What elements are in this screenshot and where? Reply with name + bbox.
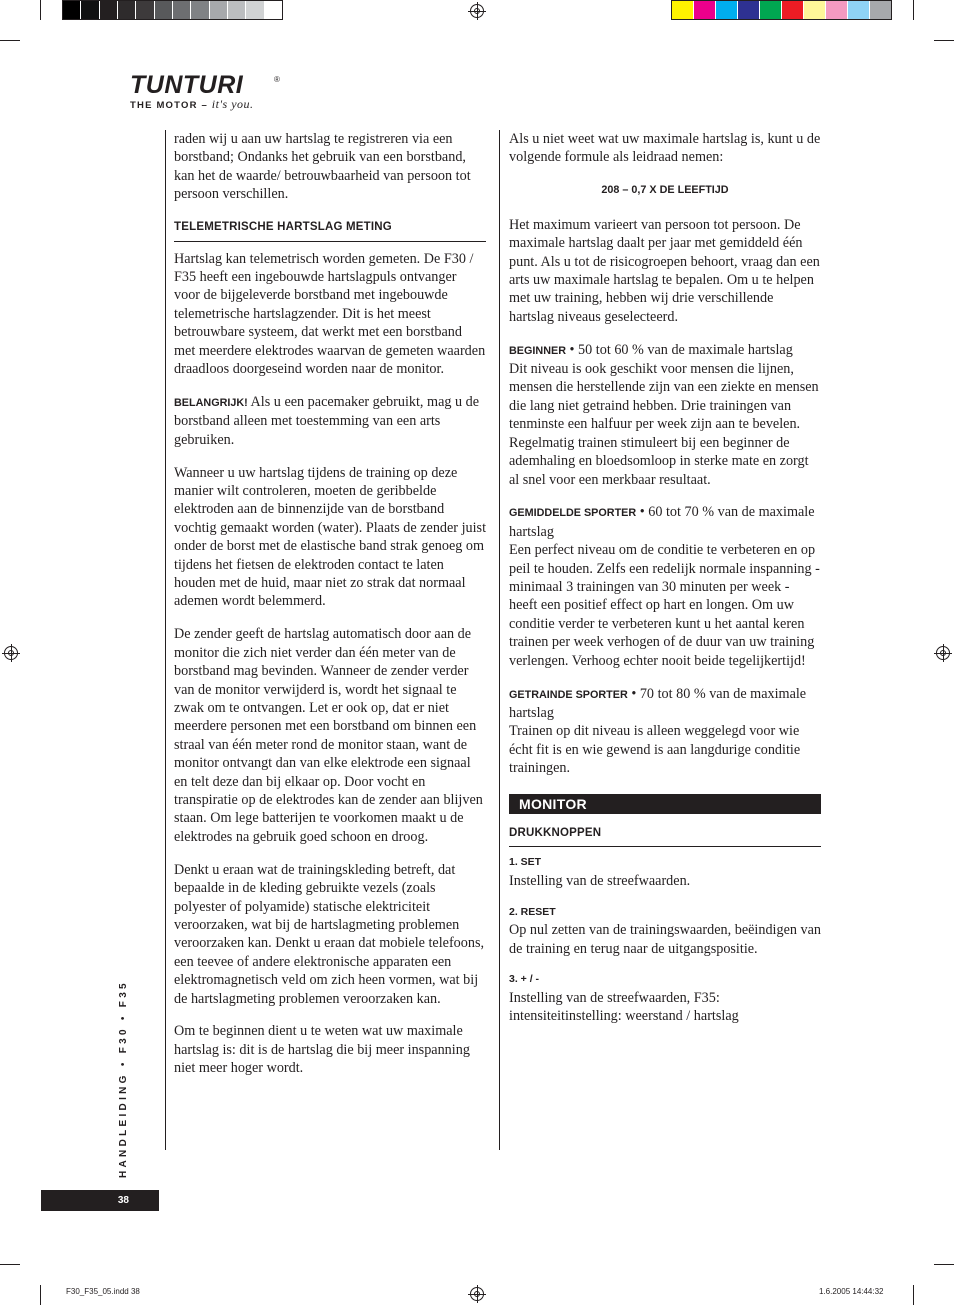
registration-mark-right bbox=[936, 646, 950, 660]
column-right bbox=[509, 130, 821, 1040]
gray-swatch bbox=[63, 1, 80, 19]
column-left bbox=[174, 130, 486, 1092]
text-average: Een perfect niveau om de conditie te verbeteren en op peil te houden. Zelfs een redelijk normale inspanning - minimaal 3 trainingen van 30 minuten per week - heeft een positief effect op hart en longen. Om uw conditie verder te verbeteren kunt u het aantal keren trainen per week verhogen of de duur van uw training verlengen. Verhoog echter nooit beide tegelijkertijd! bbox=[509, 542, 820, 669]
registration-mark-left bbox=[4, 646, 18, 660]
gray-swatch bbox=[227, 1, 245, 19]
paragraph-borstband-intro: raden wij u aan uw hartslag te registreren via een borstband; Ondanks het gebruik van een borstband, kan het de waarde/ betrouwbaarheid van persoon tot persoon verschillen. bbox=[174, 131, 471, 203]
section-trained bbox=[509, 685, 821, 778]
label-set: 1. SET bbox=[509, 856, 542, 869]
logo-brand: TUNTURI bbox=[130, 71, 244, 99]
logo-tag-slogan: it's you. bbox=[211, 97, 254, 111]
gray-swatch bbox=[172, 1, 190, 19]
side-manual-label: HANDLEIDING • F30 • F35 bbox=[118, 980, 129, 1178]
color-swatch bbox=[825, 1, 847, 19]
heading-telemetric: TELEMETRISCHE HARTSLAG METING bbox=[174, 218, 486, 241]
formula: 208 – 0,7 X DE LEEFTIJD bbox=[601, 184, 729, 197]
text-reset: Op nul zetten van de trainingswaarden, beëindigen van de training en terug naar de uitgangspositie. bbox=[509, 922, 822, 957]
color-swatch bbox=[847, 1, 869, 19]
label-average: GEMIDDELDE SPORTER bbox=[509, 507, 637, 520]
range-trained: • 70 tot 80 % van de maximale hartslag bbox=[509, 685, 807, 721]
gray-swatch bbox=[190, 1, 208, 19]
text-set: Instelling van de streefwaarden. bbox=[509, 872, 691, 889]
heading-drukknoppen: DRUKKNOPPEN bbox=[509, 824, 821, 847]
range-beginner: • 50 tot 60 % van de maximale hartslag bbox=[566, 341, 793, 358]
section-average bbox=[509, 503, 821, 670]
paragraph-max-heartrate: Om te beginnen dient u te weten wat uw maximale hartslag is: dit is de hartslag die bij meer inspanning niet meer hoger wordt. bbox=[174, 1023, 470, 1077]
section-beginner bbox=[509, 341, 821, 489]
label-reset: 2. RESET bbox=[509, 905, 556, 918]
gray-swatch bbox=[245, 1, 263, 19]
label-trained: GETRAINDE SPORTER bbox=[509, 688, 628, 701]
paragraph-formula-intro: Als u niet weet wat uw maximale hartslag is, kunt u de volgende formule als leidraad nemen: bbox=[509, 131, 821, 166]
logo-tag-motor: THE MOTOR bbox=[130, 100, 198, 111]
color-swatch bbox=[672, 1, 693, 19]
date-time: 1.6.2005 14:44:32 bbox=[819, 1287, 884, 1296]
gray-swatch bbox=[135, 1, 153, 19]
logo-tag-dash: – bbox=[197, 100, 212, 111]
column-divider-middle bbox=[499, 130, 500, 1150]
color-bar bbox=[671, 0, 892, 20]
color-swatch bbox=[803, 1, 825, 19]
logo-registered: ® bbox=[274, 75, 280, 84]
heading-monitor: MONITOR bbox=[509, 794, 821, 814]
gray-swatch bbox=[209, 1, 227, 19]
paragraph-clothing: Denkt u eraan wat de trainingskleding betreft, dat bepaalde in de kleding gebruikte vezels (zoals polyester of polyamide) statische elektriciteit veroorzaken, wat bij de hartslagmeting problemen veroorzaken kan. Denkt u eraan dat mobiele telefoons, een teevee of andere elektronische apparaten een elektromagnetisch veld om zich heen vormen, wat bij de hartslagmeting problemen veroorzaken kan. bbox=[174, 861, 485, 1007]
label-beginner: BEGINNER bbox=[509, 344, 566, 357]
section-reset bbox=[509, 903, 821, 958]
text-plusminus: Instelling van de streefwaarden, F35: intensiteitinstelling: weerstand / hartslag bbox=[509, 989, 739, 1025]
registration-mark-top bbox=[470, 4, 484, 18]
paragraph-maximum: Het maximum varieert van persoon tot persoon. De maximale hartslag daalt per jaar met gemiddeld één punt. Als u tot de risicogroepen behoort, vraag dan een arts uw maximale hartslag te bepalen. Om u te helpen met uw training, hebben wij drie verschillende hartslag niveaus geselecteerd. bbox=[509, 216, 820, 325]
gray-swatch bbox=[154, 1, 172, 19]
paragraph-pacemaker bbox=[174, 393, 486, 449]
registration-mark-bottom bbox=[470, 1287, 484, 1301]
tunturi-logo bbox=[130, 71, 280, 112]
color-swatch bbox=[781, 1, 803, 19]
color-swatch bbox=[869, 1, 891, 19]
column-divider-left bbox=[165, 130, 166, 1150]
paragraph-electrodes: Wanneer u uw hartslag tijdens de training op deze manier wilt controleren, moeten de geribbelde elektroden aan de binnenzijde van de borstband vochtig gemaakt worden (water). Plaats de zender juist onder de borst met de elastische band strak genoeg om tijdens het fietsen de elektroden contact te laten houden met de huid, maar niet zo strak dat normaal ademen wordt belemmerd. bbox=[174, 464, 487, 610]
text-trained: Trainen op dit niveau is alleen weggelegd voor wie écht fit is en wie gewend is aan langdurige conditie trainingen. bbox=[509, 723, 801, 777]
label-plusminus: 3. + / - bbox=[509, 973, 540, 986]
logo-tagline bbox=[130, 97, 254, 112]
text-beginner: Dit niveau is ook geschikt voor mensen die lijnen, mensen die herstellende zijn van een ziekte en mensen die lang niet getraind hebben. Drie trainingen van tenminste een halfuur per week zijn aan te bevelen. Regelmatig trainen stimuleert bij een beginner de ademhaling en bloedsomloop in sterke mate en zorgt al snel voor een merkbaar resultaat. bbox=[509, 361, 819, 488]
gray-swatch bbox=[80, 1, 98, 19]
text-pacemaker: Als u een pacemaker gebruikt, mag u de borstband alleen met toestemming van een arts gebruiken. bbox=[174, 393, 480, 448]
page-number: 38 bbox=[41, 1190, 159, 1211]
range-average: • 60 tot 70 % van de maximale hartslag bbox=[509, 504, 815, 540]
file-name: F30_F35_05.indd 38 bbox=[66, 1287, 140, 1296]
gray-swatch bbox=[99, 1, 117, 19]
gray-swatch bbox=[117, 1, 135, 19]
label-belangrijk: BELANGRIJK! bbox=[174, 396, 248, 409]
paragraph-transmitter: De zender geeft de hartslag automatisch door aan de monitor die zich niet verder dan één meter van de borstband mag bevinden. Wanneer de zender verder van de monitor verwijderd is, wordt het signaal te zwak om te ontvangen. Let er ook op, dat er niet meerdere personen met een borstband om binnen een straal van één meter rond de monitor staan, want de monitor ontvangt dan van elke elektrode een signaal en telt deze dan bij elkaar op. Door vocht en transpiratie op de elektrodes kan de zender aan blijven staan. Om lege batterijen te voorkomen maakt u de elektrodes na gebruik goed schoon en droog. bbox=[174, 626, 483, 845]
color-swatch bbox=[715, 1, 737, 19]
section-plusminus bbox=[509, 970, 821, 1025]
gray-swatch bbox=[264, 1, 282, 19]
grayscale-bar bbox=[62, 0, 283, 20]
color-swatch bbox=[759, 1, 781, 19]
section-set bbox=[509, 853, 821, 890]
color-swatch bbox=[737, 1, 759, 19]
color-swatch bbox=[693, 1, 715, 19]
paragraph-telemetric: Hartslag kan telemetrisch worden gemeten. De F30 / F35 heeft een ingebouwde hartslagpuls ontvanger voor de bijgeleverde borstband met ingebouwde telemetrische hartslagzender. Dit is het meest betrouwbare systeem, dat werkt met een borstband met meerdere elektrodes waarvan de gemeten waarden draadloos doorgeseind worden naar de monitor. bbox=[174, 250, 486, 377]
